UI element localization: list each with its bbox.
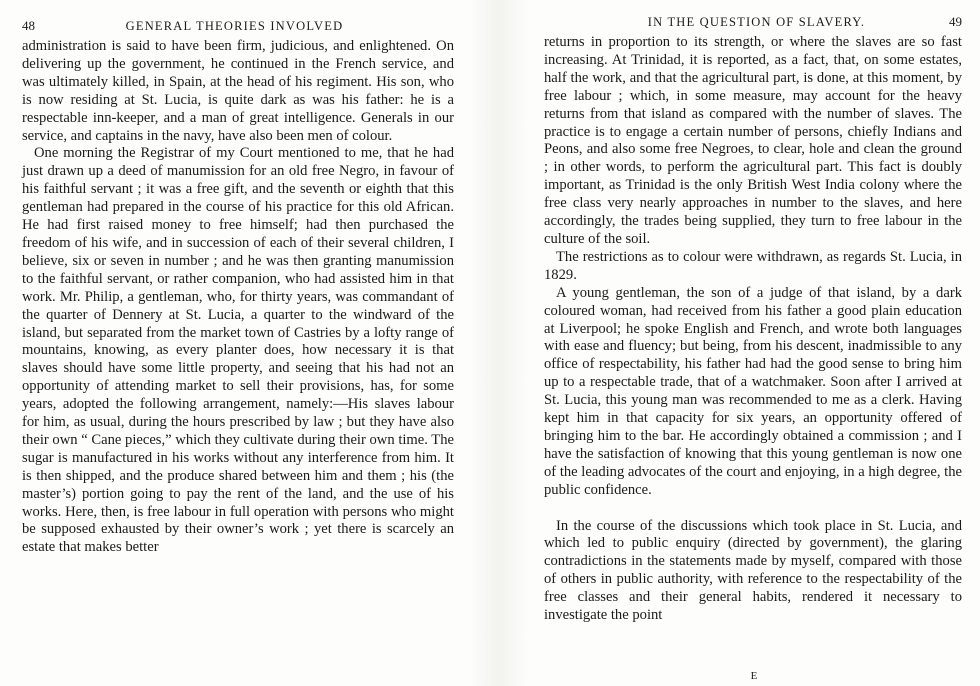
left-running-head: GENERAL THEORIES INVOLVED [125,19,344,33]
right-paragraph-4: In the course of the discussions which took place in St. Lucia, and which led to public enquiry (directed by government), the glaring contradictions in the statements made by myself, compared with those of others in public authority, with reference to the respectability of the free classes and their general habits, rendered it necessary to investigate the point [544,517,962,624]
left-paragraph-1: administration is said to have been firm, judicious, and enlightened. On delivering up the government, he continued in the French service, and was ultimately killed, in Spain, at the head of his regiment. His son, who is now residing at St. Lucia, is quite dark as was his father: he is a respectable inn-keeper, and a man of great intelligence. Generals in our service, and captains in the navy, have also been men of colour. [22,38,454,144]
right-page [528,0,980,686]
right-paragraph-1: returns in proportion to its strength, or where the slaves are so fast increasing. At Trinidad, it is reported, as a fact, that, on some estates, half the work, and that the agricultural part, is done, at this moment, by free labour ; which, in some measure, may account for the heavy returns from that island as compared with the number of slaves. The practice is to engage a certain number of persons, chiefly Indians and Peons, and also some free Negroes, to clear, hole and clean the ground ; in other words, to perform the agricultural part. This fact is doubly important, as Trinidad is the only British West India colony where the free class very nearly approaches in number to the slaves, and here accordingly, the trades being supplied, they turn to free labour in the culture of the soil. [544,34,962,247]
left-paragraph-2: One morning the Registrar of my Court mentioned to me, that he had just drawn up a deed of manumission for an old free Negro, in favour of his faithful servant ; it was a free gift, and the seventh or eighth that this gentleman had prepared in the course of his practice for this old African. He had first raised money to free himself; had then purchased the freedom of his wife, and in succession of each of their several children, I believe, six or seven in number ; and he was then granting manumission to the faithful servant, or rather companion, who had assisted him in that work. Mr. Philip, a gentleman, who, for thirty years, was commandant of the quarter of Dennery at St. Lucia, a quarter to the windward of the island, but separated from the market town of Castries by a lofty range of mountains, knowing, as every planter does, how necessary it is that slaves should have some little property, and seeing that his had not an opportunity of attending market to sell their provisions, has, for some years, adopted the following arrangement, namely:—His slaves labour for him, as usual, during the hours prescribed by law ; but they have also their own “ Cane pieces,” which they cultivate during their own time. The sugar is manufactured in his works without any interference from him. It is then shipped, and the produce shared between him and them ; his (the master’s) portion going to pay the rent of the land, and the use of his works. Here, then, is free labour in full operation with persons who might be supposed exhausted by their owner’s work ; yet there is scarcely an estate that makes better [22,145,454,556]
right-page-number: 49 [949,14,962,29]
right-paragraph-2: The restrictions as to colour were withdrawn, as regards St. Lucia, in 1829. [544,248,962,283]
right-running-head: IN THE QUESTION OF SLAVERY. [647,15,866,29]
right-page-header [544,14,962,30]
right-page-body [544,34,962,625]
book-gutter [470,0,528,686]
left-page-header [22,18,454,34]
left-page [0,0,470,686]
left-page-number: 48 [22,18,35,33]
right-paragraph-3: A young gentleman, the son of a judge of that island, by a dark coloured woman, had received from his father a good plain education at Liverpool; he spoke English and French, and wrote both languages with ease and fluency; but being, from his descent, inadmissible to any office of respectability, his father had had the good sense to bring him up to a respectable trade, that of a watchmaker. Soon after I arrived at St. Lucia, this young man was recommended to me as a clerk. Having kept him in that capacity for six years, an opportunity offered of bringing him to the bar. He accordingly obtained a commission ; and I have the satisfaction of knowing that this young gentleman is now one of the leading advocates of the court and enjoying, in a high degree, the public confidence. [544,284,962,498]
signature-mark: E [750,670,758,682]
left-page-body [22,38,454,557]
